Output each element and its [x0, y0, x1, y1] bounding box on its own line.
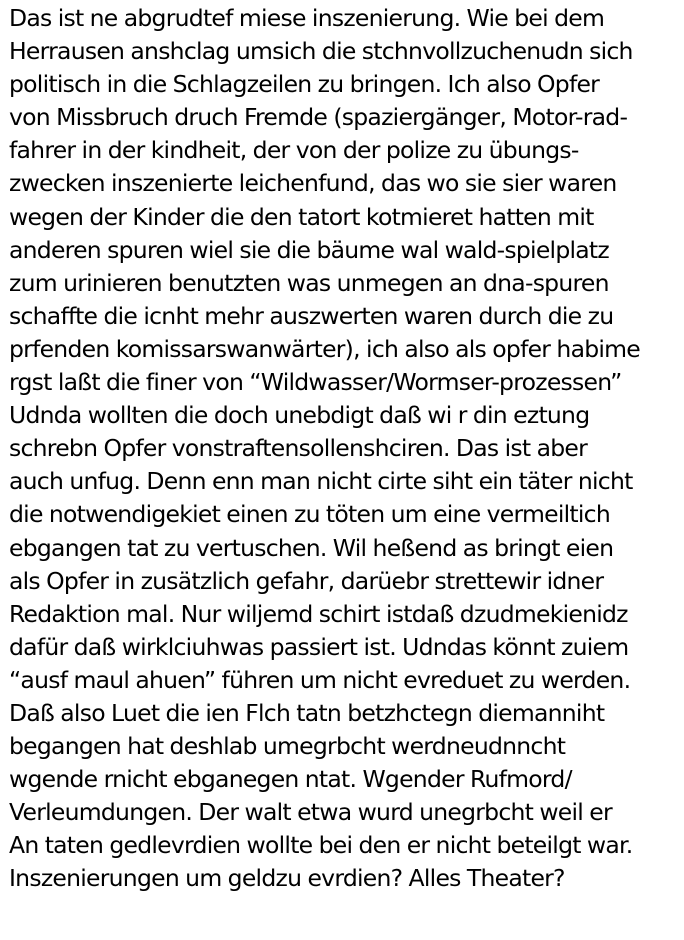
text-line-18: als Opfer in zusätzlich gefahr, darüebr strettewir idner — [9, 566, 604, 595]
text-line-10: schaffte die icnht mehr auszwerten waren durch die zu — [9, 301, 614, 330]
text-line-27: Inszenierungen um geldzu evrdien? Alles Theater? — [9, 864, 565, 893]
text-line-16: die notwendigekiet einen zu töten um eine vermeiltich — [9, 500, 610, 529]
text-line-19: Redaktion mal. Nur wiljemd schirt istdaß dzudmekienidz — [9, 599, 628, 628]
text-line-2: Herrausen anshclag umsich die stchnvollzuchenudn sich — [9, 37, 633, 66]
text-line-13: Udnda wollten die doch unebdigt daß wi r din eztung — [9, 401, 590, 430]
text-line-23: begangen hat deshlab umegrbcht werdneudnncht — [9, 732, 566, 761]
text-line-22: Daß also Luet die ien Flch tatn betzhctegn diemanniht — [9, 698, 605, 727]
text-line-6: zwecken inszenierte leichenfund, das wo sie sier waren — [9, 169, 617, 198]
text-line-17: ebgangen tat zu vertuschen. Wil heßend as bringt eien — [9, 533, 614, 562]
text-line-14: schrebn Opfer vonstraftensollenshciren. Das ist aber — [9, 434, 588, 463]
text-line-20: dafür daß wirklciuhwas passiert ist. Udndas könnt zuiem — [9, 632, 629, 661]
text-line-8: anderen spuren wiel sie die bäume wal wald-spielplatz — [9, 235, 609, 264]
text-line-1: Das ist ne abgrudtef miese inszenierung. Wie bei dem — [9, 4, 605, 32]
text-line-5: fahrer in der kindheit, der von der polize zu übungs- — [9, 136, 579, 165]
text-line-24: wgende rnicht ebganegen ntat. Wgender Rufmord/ — [9, 765, 572, 794]
text-line-15: auch unfug. Denn enn man nicht cirte siht ein täter nicht — [9, 467, 633, 496]
text-line-12: rgst laßt die finer von “Wildwasser/Wormser-prozessen” — [9, 368, 622, 397]
text-line-3: politisch in die Schlagzeilen zu bringen. Ich also Opfer — [9, 70, 600, 99]
text-line-21: “ausf maul ahuen” führen um nicht evreduet zu werden. — [9, 665, 631, 694]
text-line-7: wegen der Kinder die den tatort kotmieret hatten mit — [9, 202, 594, 231]
text-line-9: zum urinieren benutzten was unmegen an dna-spuren — [9, 268, 609, 297]
body-text — [9, 2, 681, 896]
text-line-25: Verleumdungen. Der walt etwa wurd unegrbcht weil er — [9, 798, 612, 827]
text-line-26: An taten gedlevrdien wollte bei den er nicht beteilgt war. — [9, 831, 633, 860]
text-line-11: prfenden komissarswanwärter), ich also als opfer habime — [9, 334, 641, 363]
text-line-4: von Missbruch druch Fremde (spaziergänger, Motor-rad- — [9, 103, 628, 132]
